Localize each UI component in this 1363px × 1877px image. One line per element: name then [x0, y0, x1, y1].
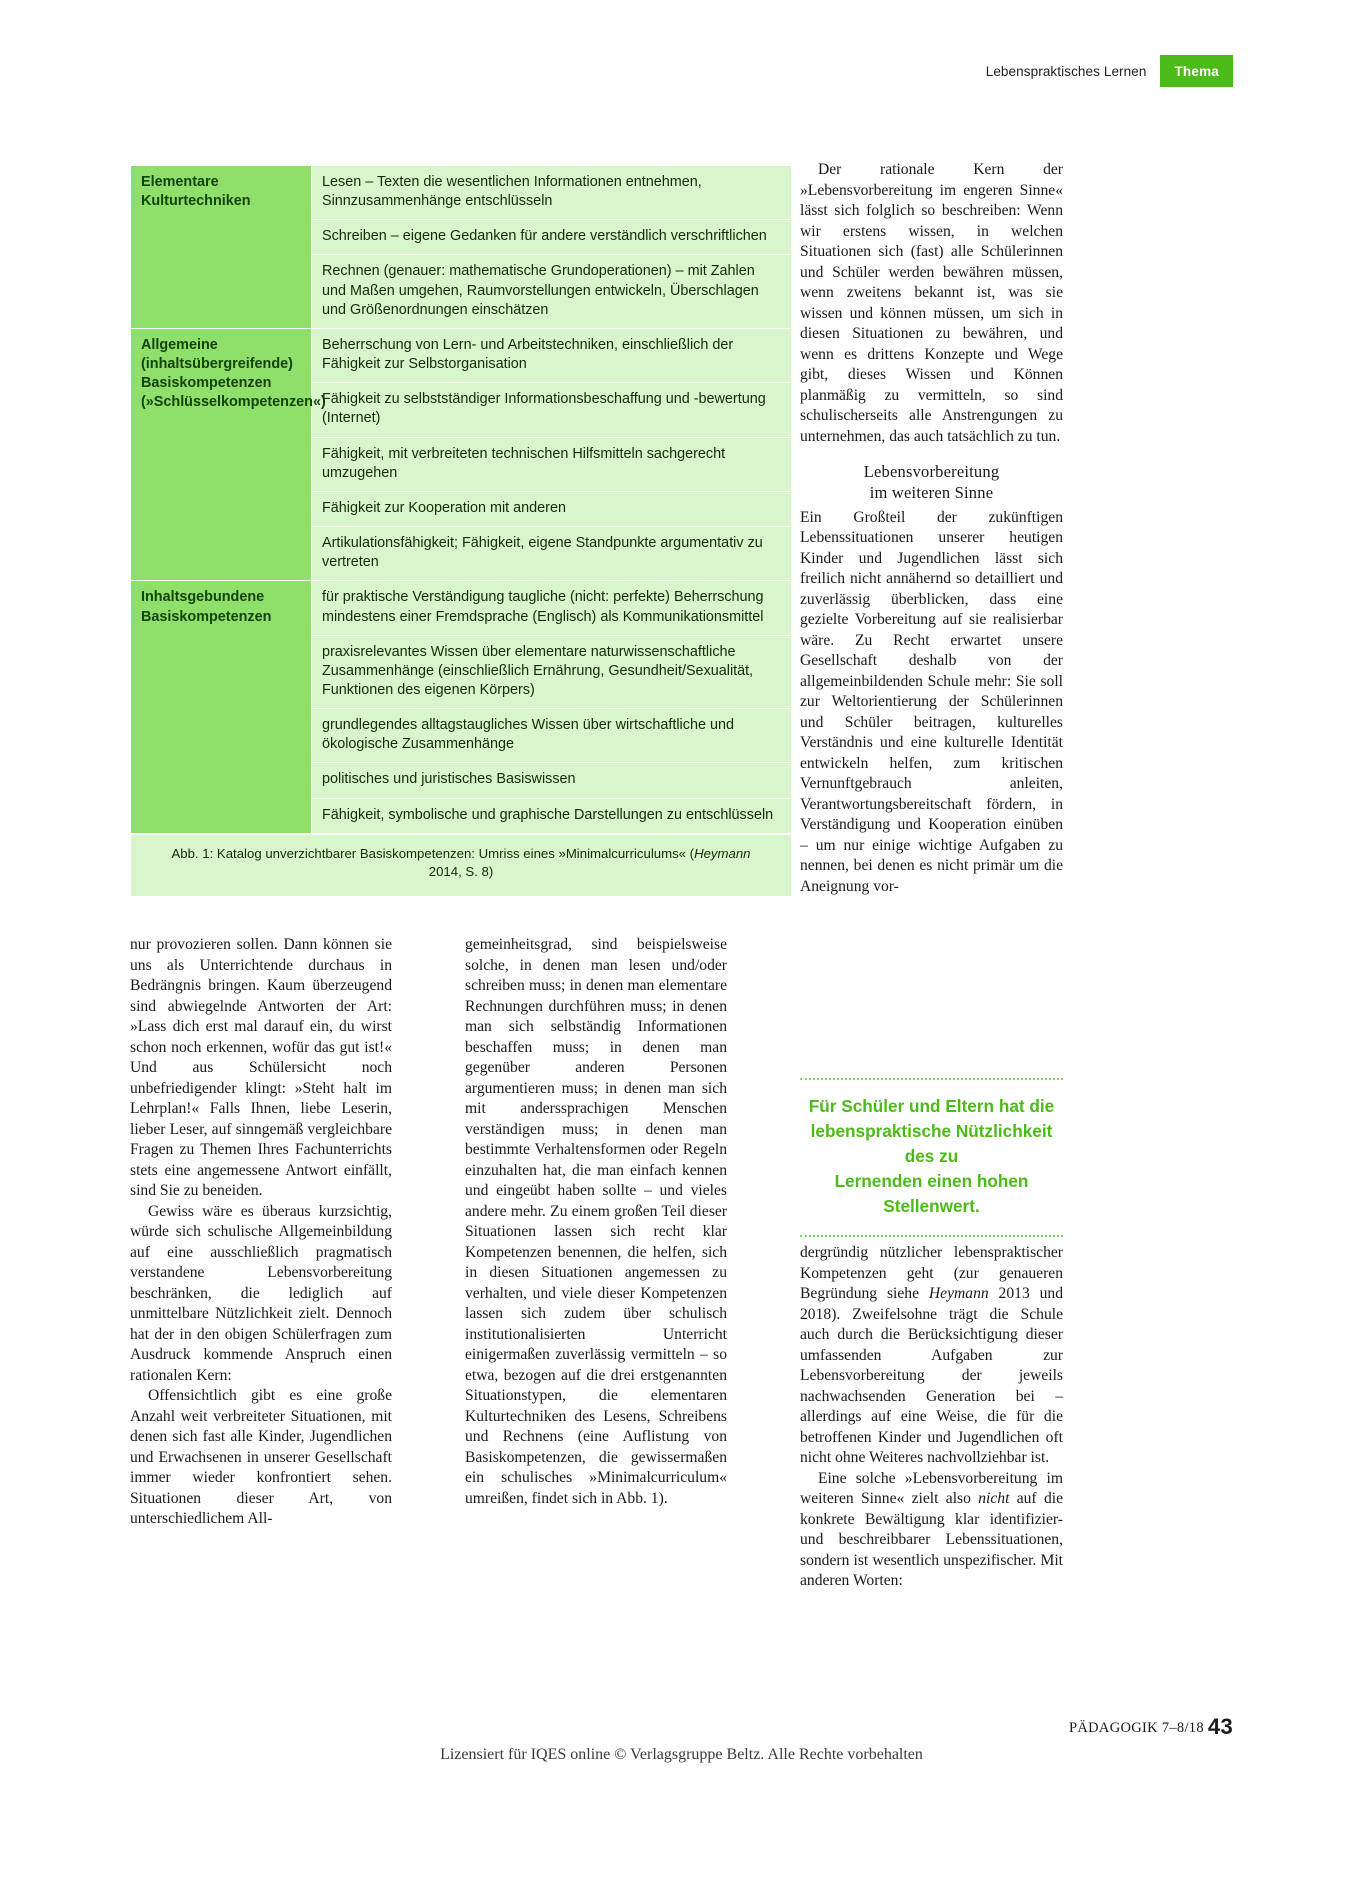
paragraph: Offensichtlich gibt es eine große Anzahl weit verbreiteter Situationen, mit denen sich fast alle Kinder, Jugendlichen und Erwachsenen in unserer Gesellschaft immer wieder konfrontiert sehen. Situationen dieser Art, von unterschiedlichem All- [130, 1387, 392, 1527]
paragraph [800, 1243, 1063, 1469]
basiskompetenzen-table [131, 166, 791, 834]
paragraph: gemeinheitsgrad, sind beispielsweise solche, in denen man lesen und/oder schreiben muss; in denen man elementare Rechnungen durchführen muss; in denen man sich selbständig Informationen beschaffen muss; in denen man gegenüber anderen Personen argumentieren muss; in denen man sich mit anderssprachigen Menschen verständigen muss; in denen man bestimmte Verhaltensformen oder Regeln einzuhalten hat, die man einfach kennen und eingeübt haben sollte – und vieles andere mehr. Zu einem großen Teil dieser Situationen lassen sich recht klar Kompetenzen benennen, die helfen, sich in diesen Situationen angemessen zu verhalten, und viele dieser Kompetenzen lassen sich zudem über schulisch institutionalisierten Unterricht einigermaßen zuverlässig vermitteln – so etwa, bezogen auf die drei erstgenannten Situationstypen, die elementaren Kulturtechniken des Lesens, Schreibens und Rechnens (eine Auflistung von Basiskompetenzen, die gewissermaßen ein schulisches »Minimalcurriculum« umreißen, findet sich in Abb. 1). [465, 936, 727, 1507]
table-row [131, 581, 791, 635]
body-column-3 [800, 160, 1063, 897]
license-note: Lizensiert für IQES online © Verlagsgruppe Beltz. Alle Rechte vorbehalten [440, 1746, 923, 1763]
table-row [131, 328, 791, 382]
paragraph [800, 1469, 1063, 1592]
table-desc-cell: Fähigkeit zu selbstständiger Informationsbeschaffung und -bewertung (Internet) [312, 383, 792, 437]
table-desc-cell: Lesen – Texten die wesentlichen Informationen entnehmen, Sinnzusammenhänge entschlüsseln [312, 166, 792, 220]
table-desc-cell: grundlegendes alltagstaugliches Wissen über wirtschaftliche und ökologische Zusammenhänge [312, 709, 792, 763]
pull-quote [800, 1078, 1063, 1237]
table-category-cell: Elementare Kulturtechniken [131, 166, 312, 328]
figure-caption-text: Abb. 1: Katalog unverzichtbarer Basiskompetenzen: Umriss eines »Minimalcurriculums« [171, 845, 687, 861]
journal-name: PÄDAGOGIK 7–8/18 [1069, 1720, 1204, 1736]
pull-quote-line2: lebenspraktische Nützlichkeit des zu [810, 1120, 1053, 1166]
figure-basiskompetenzen [130, 165, 792, 897]
page-header [986, 55, 1233, 87]
figure-caption-source: Heymann [694, 845, 751, 861]
table-desc-cell: Rechnen (genauer: mathematische Grundoperationen) – mit Zahlen und Maßen umgehen, Raumvorstellungen entwickeln, Überschlagen und Größenordnungen einschätzen [312, 255, 792, 328]
table-desc-cell: Beherrschung von Lern- und Arbeitstechniken, einschließlich der Fähigkeit zur Selbstorganisation [312, 328, 792, 382]
citation-author: Heymann [928, 1285, 989, 1302]
table-desc-cell: politisches und juristisches Basiswissen [312, 763, 792, 798]
table-desc-cell: Fähigkeit zur Kooperation mit anderen [312, 491, 792, 526]
page-number: 43 [1207, 1714, 1233, 1739]
table-row [131, 166, 791, 220]
footer-journal-info [1069, 1714, 1233, 1740]
paragraph: Der rationale Kern der »Lebensvorbereitung im engeren Sinne« lässt sich folglich so beschreiben: Wenn wir erstens wissen, in welchen Situationen sich (fast) alle Schülerinnen und Schüler werden bewähren müssen, wenn zweitens bekannt ist, was sie wissen und können müssen, um sich in diesen Situationen zu bewähren, und wenn es drittens Konzepte und Wege gibt, dieses Wissen und Können planmäßig zu vermitteln, so sind schulischerseits alle Anstrengungen zu unternehmen, das auch tatsächlich zu tun. [800, 161, 1063, 445]
table-desc-cell: Fähigkeit, symbolische und graphische Darstellungen zu entschlüsseln [312, 798, 792, 833]
body-column-4 [800, 1243, 1063, 1592]
paragraph: Gewiss wäre es überaus kurzsichtig, würde sich schulische Allgemeinbildung auf eine ausschließlich pragmatisch verstandene Lebensvorbereitung beschränken, die lediglich auf unmittelbare Nützlichkeit zielt. Dennoch hat der in den obigen Schülerfragen zum Ausdruck kommende Anspruch einen rationalen Kern: [130, 1202, 392, 1384]
section-badge: Thema [1160, 55, 1233, 87]
table-category-cell: Inhaltsgebundene Basiskompetenzen [131, 581, 312, 833]
figure-caption: Abb. 1: Katalog unverzichtbarer Basiskompetenzen: Umriss eines »Minimalcurriculums« (Heymann 2014, S. 8) [131, 834, 791, 896]
body-column-1 [130, 935, 392, 1530]
table-desc-cell: Schreiben – eigene Gedanken für andere verständlich verschriftlichen [312, 220, 792, 255]
section-heading [800, 461, 1063, 504]
table-category-cell: Allgemeine (inhaltsübergreifende) Basiskompetenzen (»Schlüsselkompetenzen«) [131, 328, 312, 580]
section-heading-line2: im weiteren Sinne [869, 483, 994, 503]
paragraph-part: 2013 und 2018). Zweifelsohne trägt die Schule auch durch die Berücksichtigung dieser umfassenden Aufgaben zur Lebensvorbereitung der jeweils nachwachsenden Generation bei – allerdings auf eine Weise, die für die betroffenen Kinder und Jugendlichen oft nicht ohne Weiteres nachvollziehbar ist. [800, 1285, 1064, 1466]
emphasis: nicht [978, 1490, 1010, 1507]
paragraph-part: Eine solche »Lebensvorbereitung im weiteren Sinne« zielt also [800, 1469, 1063, 1507]
paragraph: Ein Großteil der zukünftigen Lebenssituationen unserer heutigen Kinder und Jugendlichen lässt sich freilich nicht annähernd so detailliert und zuverlässig überblicken, dass eine gezielte Vorbereitung auf sie realisierbar wäre. Zu Recht erwartet unsere Gesellschaft deshalb von der allgemeinbildenden Schule mehr: Sie soll zur Weltorientierung der Schülerinnen und Schüler beitragen, kulturelles Verständnis und eine kulturelle Identität entwickeln helfen, zum kritischen Vernunftgebrauch anleiten, Verantwortungsbereitschaft fördern, in Verständigung und Kooperation einüben – um nur einige wichtige Aufgaben zu nennen, bei denen es nicht primär um die Aneignung vor- [800, 508, 1063, 895]
table-desc-cell: praxisrelevantes Wissen über elementare naturwissenschaftliche Zusammenhänge (einschließlich Ernährung, Gesundheit/Sexualität, Funktionen des eigenen Körpers) [312, 635, 792, 708]
table-desc-cell: für praktische Verständigung taugliche (nicht: perfekte) Beherrschung mindestens einer Fremdsprache (Englisch) als Kommunikationsmittel [312, 581, 792, 635]
table-desc-cell: Artikulationsfähigkeit; Fähigkeit, eigene Standpunkte argumentativ zu vertreten [312, 527, 792, 581]
body-column-2 [465, 935, 727, 1509]
paragraph-part: dergründig nützlicher lebenspraktischer Kompetenzen geht (zur genaueren Begründung siehe [800, 1244, 1063, 1302]
paragraph-part: auf die konkrete Bewältigung klar identifizier- und beschreibbarer Lebenssituationen, sondern ist wesentlich unspezifischer. Mit anderen Worten: [800, 1490, 1063, 1589]
section-heading-line1: Lebensvorbereitung [863, 462, 1000, 481]
pull-quote-line3: Lernenden einen hohen Stellenwert. [834, 1170, 1029, 1216]
pull-quote-line1: Für Schüler und Eltern hat die [808, 1096, 1055, 1116]
paragraph: nur provozieren sollen. Dann können sie uns als Unterrichtende durchaus in Bedrängnis bringen. Kaum überzeugend sind abwiegelnde Antworten der Art: »Lass dich erst mal darauf ein, du wirst schon noch erkennen, wofür das gut ist!« Und aus Schülersicht noch unbefriedigender klingt: »Steht halt im Lehrplan!« Falls Ihnen, liebe Leserin, lieber Leser, auf sinngemäß vergleichbare Fragen zu Themen Ihres Fachunterrichts stets eine angemessene Antwort einfällt, sind Sie zu beneiden. [130, 936, 392, 1199]
running-title: Lebenspraktisches Lernen [985, 63, 1147, 79]
figure-caption-source-rest: 2014, S. 8) [428, 864, 494, 880]
table-desc-cell: Fähigkeit, mit verbreiteten technischen Hilfsmitteln sachgerecht umzugehen [312, 437, 792, 491]
